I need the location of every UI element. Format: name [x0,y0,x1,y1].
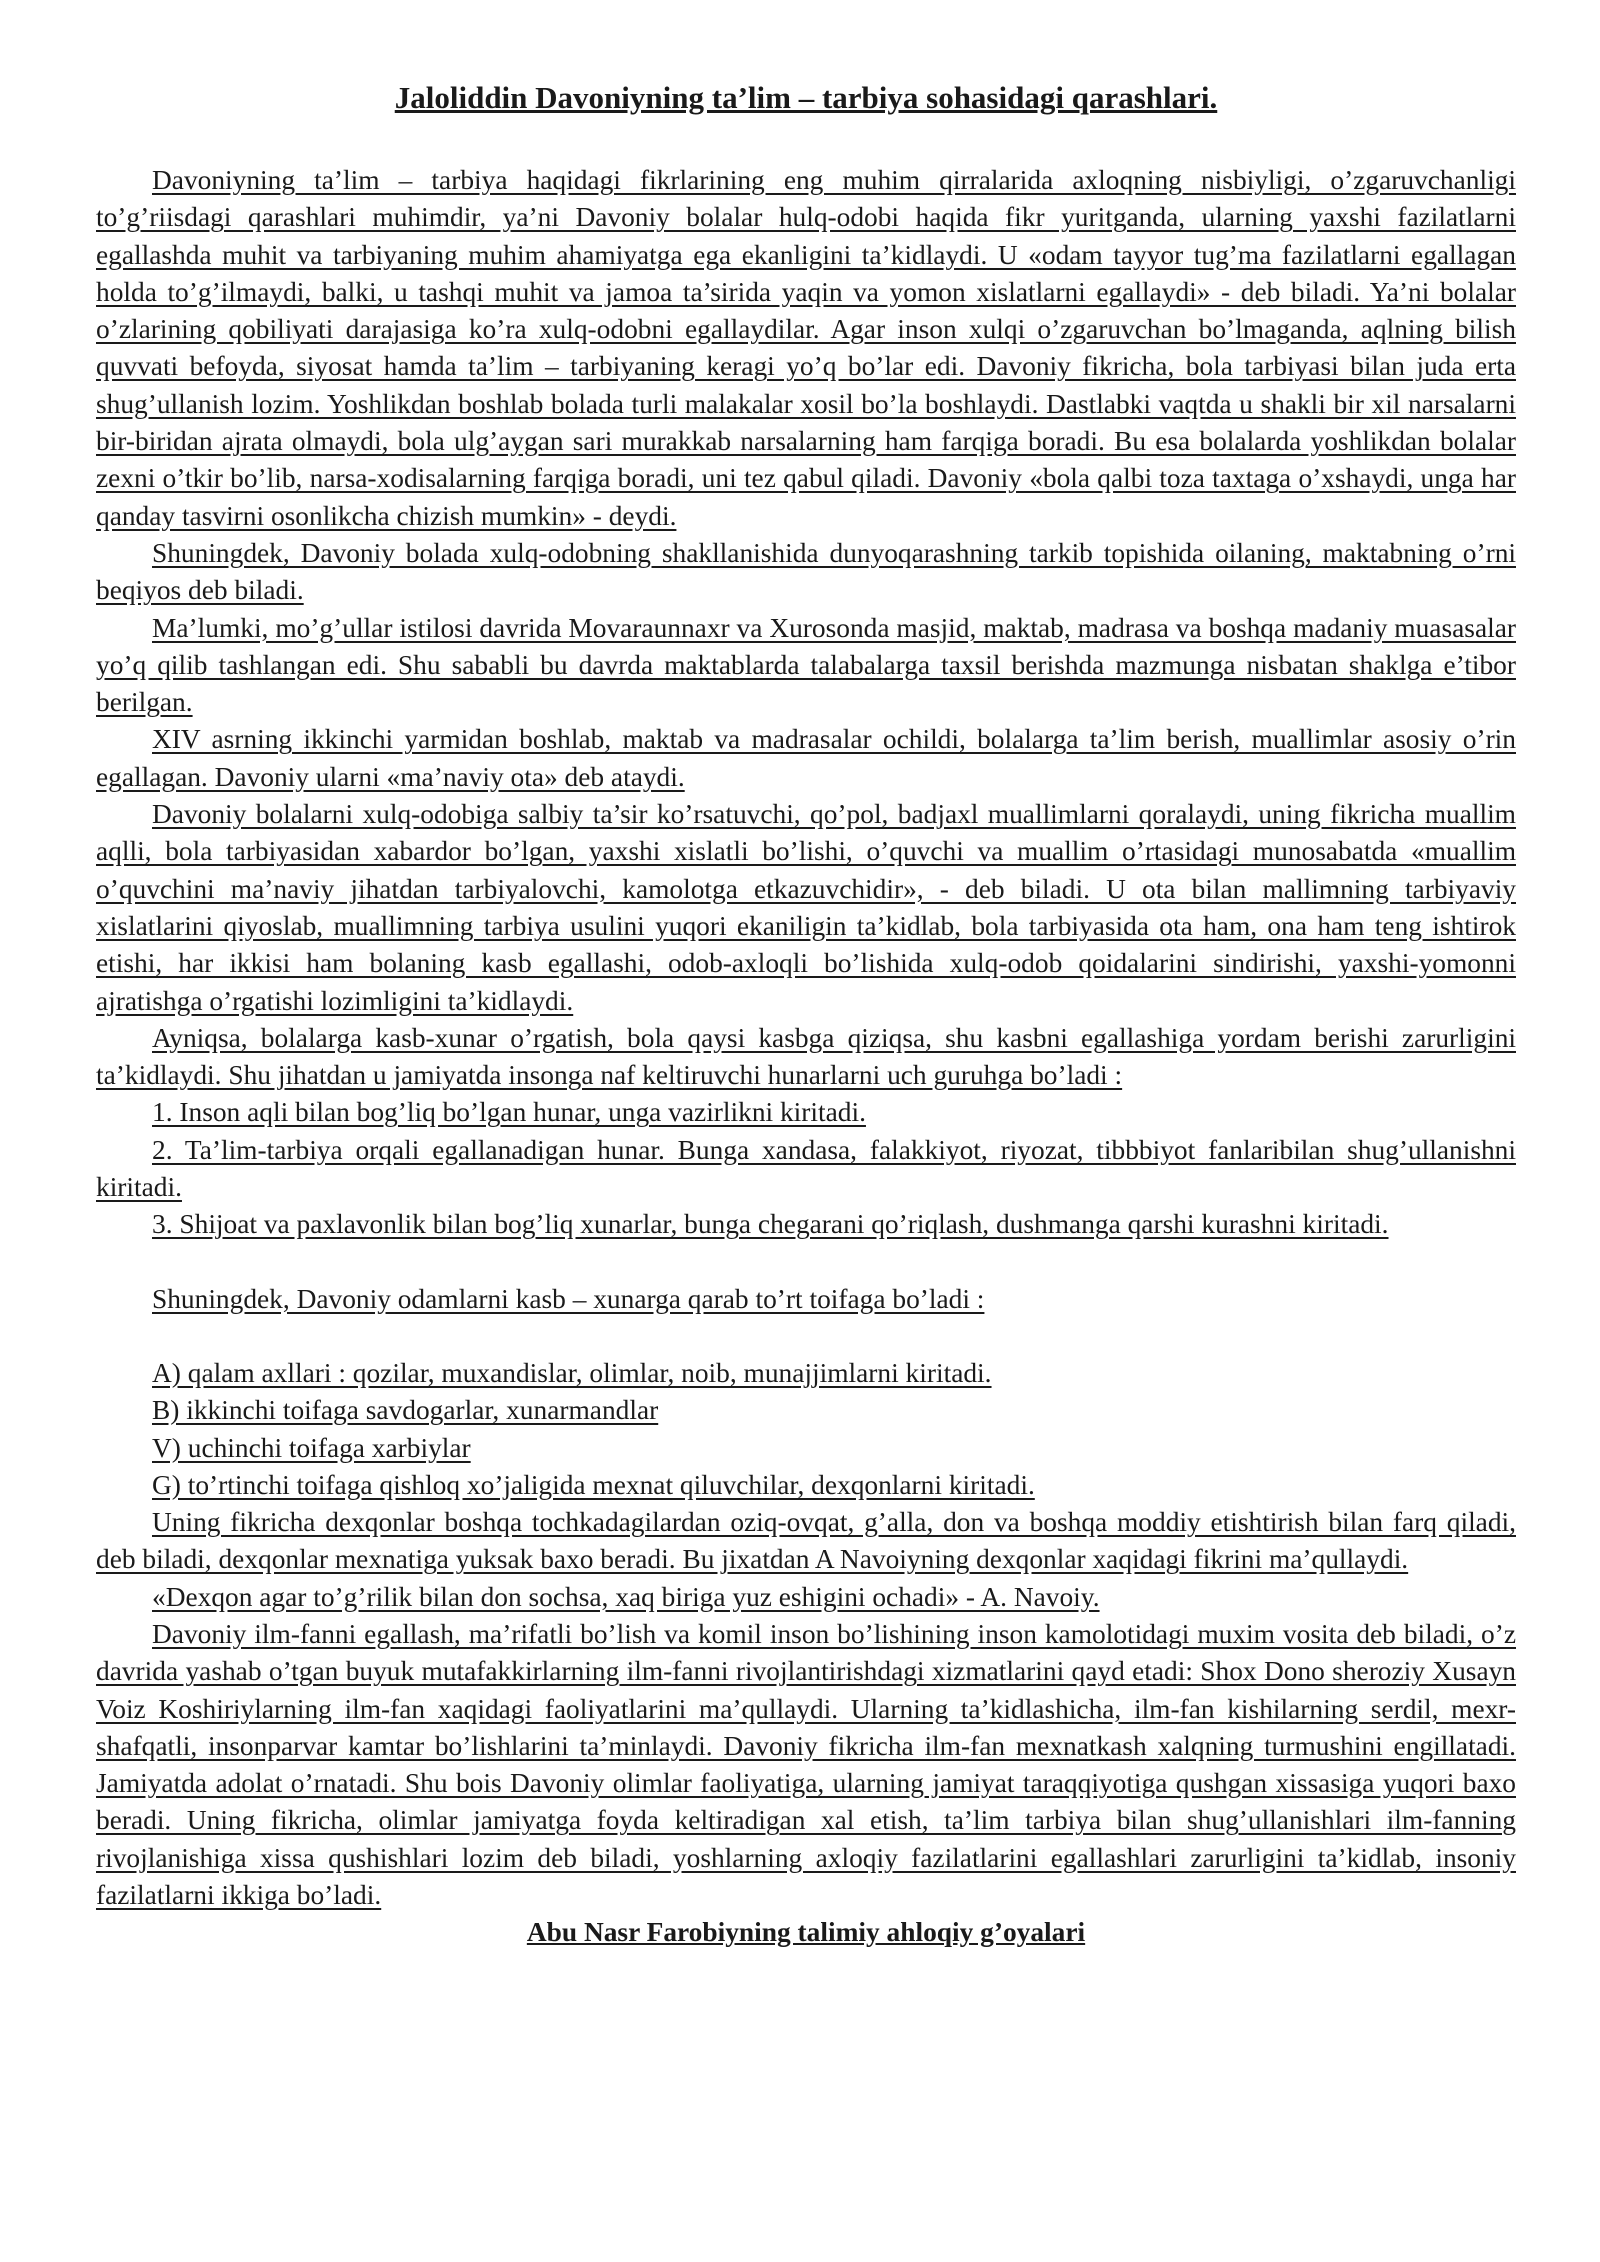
paragraph-navoiy-quote: «Dexqon agar to’g’rilik bilan don sochsa, xaq biriga yuz eshigini ochadi» - A. Navoiy. [152,1581,1100,1612]
paragraph-four-groups: Shuningdek, Davoniy odamlarni kasb – xunarga qarab to’rt toifaga bo’ladi : [152,1283,985,1314]
paragraph-xiv-century: XIV asrning ikkinchi yarmidan boshlab, maktab va madrasalar ochildi, bolalarga ta’lim berish, muallimlar asosiy o’rin egallagan. Davoniy ularni «ma’naviy ota» deb ataydi. [96,724,1516,792]
paragraph-intro: Davoniyning ta’lim – tarbiya haqidagi fikrlarining eng muhim qirralarida axloqning nisbiyligi, o’zgaruvchanligi to’g’riisdagi qarashlari muhimdir, ya’ni Davoniy bolalar hulq-odobi haqida fikr yuritganda, ularning yaxshi fazilatlarni egallashda muhit va tarbiyaning muhim ahamiyatga ega ekanligini ta’kidlaydi. U «odam tayyor tug’ma fazilatlarni egallagan holda to’g’ilmaydi, balki, u tashqi muhit va jamoa ta’sirida yaqin va yomon xislatlarni egallaydi» - deb biladi. Ya’ni bolalar o’zlarining qobiliyati darajasiga ko’ra xulq-odobni egallaydilar. Agar inson xulqi o’zgaruvchan bo’lmaganda, aqlning bilish quvvati befoyda, siyosat hamda ta’lim – tarbiyaning keragi yo’q bo’lar edi. Davoniy fikricha, bola tarbiyasi bilan juda erta shug’ullanish lozim. Yoshlikdan boshlab bolada turli malakalar xosil bo’la boshlaydi. Dastlabki vaqtda u shakli bir xil narsalarni bir-biridan ajrata olmaydi, bola ulg’aygan sari murakkab narsalarning ham farqiga boradi. Bu esa bolalarda yoshlikdan bolalar zexni o’tkir bo’lib, narsa-xodisalarning farqiga boradi, uni tez qabul qiladi. Davoniy «bola qalbi toza taxtaga o’xshaydi, unga har qanday tasvirni osonlikcha chizish mumkin» - deydi. [96,165,1516,531]
list-item-group-g: G) to’rtinchi toifaga qishloq xo’jaligida mexnat qiluvchilar, dexqonlarni kiritadi. [152,1469,1035,1500]
paragraph-mongol-period: Ma’lumki, mo’g’ullar istilosi davrida Movaraunnaxr va Xurosonda masjid, maktab, madrasa va boshqa madaniy muasasalar yo’q qilib tashlangan edi. Shu sababli bu davrda maktablarda talabalarga taxsil berishda mazmunga nisbatan shaklga e’tibor berilgan. [96,612,1516,718]
list-item-group-b: B) ikkinchi toifaga savdogarlar, xunarmandlar [152,1395,659,1426]
document-page [96,78,1516,1952]
list-item-craft-1: 1. Inson aqli bilan bog’liq bo’lgan hunar, unga vazirlikni kiritadi. [152,1097,866,1128]
list-item-group-a: A) qalam axllari : qozilar, muxandislar, olimlar, noib, munajjimlarni kiritadi. [152,1357,992,1388]
list-item-craft-2: 2. Ta’lim-tarbiya orqali egallanadigan hunar. Bunga xandasa, falakkiyot, riyozat, tibbbiyot fanlaribilan shug’ullanishni kiritadi. [96,1134,1516,1203]
paragraph-crafts: Ayniqsa, bolalarga kasb-xunar o’rgatish, bola qaysi kasbga qiziqsa, shu kasbni egallashiga yordam berishi zarurligini ta’kidlaydi. Shu jihatdan u jamiyatda insonga naf keltiruvchi hunarlarni uch guruhga bo’ladi : [96,1022,1516,1091]
list-item-group-v: V) uchinchi toifaga xarbiylar [152,1432,471,1463]
section-subtitle: Abu Nasr Farobiyning talimiy ahloqiy g’oyalari [526,1917,1086,1948]
document-title: Jaloliddin Davoniyning ta’lim – tarbiya sohasidagi qarashlari. [394,80,1218,115]
list-item-craft-3: 3. Shijoat va paxlavonlik bilan bog’liq xunarlar, bunga chegarani qo’riqlash, dushmanga qarshi kurashni kiritadi. [152,1209,1389,1240]
paragraph-science: Davoniy ilm-fanni egallash, ma’rifatli bo’lish va komil inson bo’lishining inson kamolotidagi muxim vosita deb biladi, o’z davrida yashab o’tgan buyuk mutafakkirlarning ilm-fanni rivojlantirishdagi xizmatlarini qayd etadi: Shox Dono sheroziy Xusayn Voiz Koshiriylarning ilm-fan xaqidagi faoliyatlarini ma’qullaydi. Ularning ta’kidlashicha, ilm-fan kishilarning serdil, mexr-shafqatli, insonparvar kamtar bo’lishlarini ta’minlaydi. Davoniy fikricha ilm-fan mexnatkash xalqning turmushini engillatadi. Jamiyatda adolat o’rnatadi. Shu bois Davoniy olimlar faoliyatiga, ularning jamiyat taraqqiyotiga qushgan xissasiga yuqori baxo beradi. Uning fikricha, olimlar jamiyatga foyda keltiradigan xal etish, ta’lim tarbiya bilan shug’ullanishlari ilm-fanning rivojlanishiga xissa qushishlari lozim deb biladi, yoshlarning axloqiy fazilatlarini egallashlari zarurligini ta’kidlab, insoniy fazilatlarni ikkiga bo’ladi. [96,1618,1516,1911]
paragraph-teachers: Davoniy bolalarni xulq-odobiga salbiy ta’sir ko’rsatuvchi, qo’pol, badjaxl muallimlarni qoralaydi, uning fikricha muallim aqlli, bola tarbiyasidan xabardor bo’lgan, yaxshi xislatli bo’lishi, o’quvchi va muallim o’rtasidagi munosabatda «muallim o’quvchini ma’naviy jihatdan tarbiyalovchi, kamolotga etkazuvchidir», - deb biladi. U ota bilan mallimning tarbiyaviy xislatlarini qiyoslab, muallimning tarbiya usulini yuqori ekaniligin ta’kidlab, bola tarbiyasida ota ham, ona ham teng ishtirok etishi, har ikkisi ham bolaning kasb egallashi, odob-axloqli bo’lishida xulq-odob qoidalarini sindirishi, yaxshi-yomonni ajratishga o’rgatishi lozimligini ta’kidlaydi. [96,799,1516,1016]
paragraph-farmers: Uning fikricha dexqonlar boshqa tochkadagilardan oziq-ovqat, g’alla, don va boshqa moddiy etishtirish bilan farq qiladi, deb biladi, dexqonlar mexnatiga yuksak baxo beradi. Bu jixatdan A Navoiyning dexqonlar xaqidagi fikrini ma’qullaydi. [96,1507,1516,1575]
paragraph-family-school: Shuningdek, Davoniy bolada xulq-odobning shakllanishida dunyoqarashning tarkib topishida oilaning, maktabning o’rni beqiyos deb biladi. [96,537,1516,606]
